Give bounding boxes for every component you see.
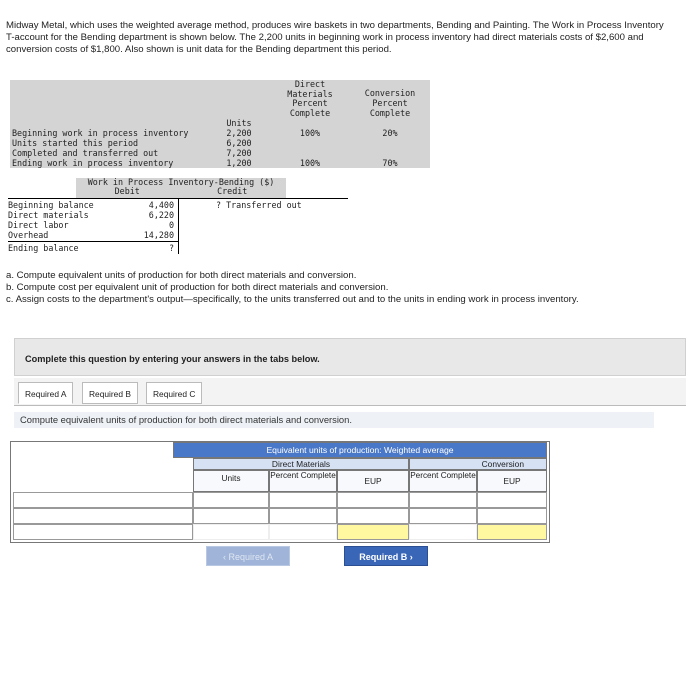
total-conv-eup-input[interactable]	[477, 524, 547, 540]
problem-intro: Midway Metal, which uses the weighted average method, produces wire baskets in two departments, Bending and Painting. The Work in Process Inventory T-account for the Bending department is shown below. The 2,200 units in beginning work in process inventory had direct materials costs of $2,600 and conversion costs of $1,800. Also shown is unit data for the Bending department this period.	[6, 20, 664, 55]
row-label: Units started this period	[10, 138, 208, 148]
credit-label: Credit	[217, 186, 248, 196]
prev-button[interactable]: ‹ Required A	[206, 546, 290, 566]
question-c: c. Assign costs to the department's output—specifically, to the units transferred out and to the units in ending work in process inventory.	[6, 294, 579, 305]
row-label: Ending work in process inventory	[10, 158, 208, 168]
instruction-banner: Complete this question by entering your answers in the tabs below.	[14, 338, 686, 376]
conv-group-header: Conversion	[409, 458, 547, 470]
dm-eup-header: EUP	[337, 470, 409, 492]
units-value: Units 2,200	[208, 118, 270, 138]
debit-label: Debit	[114, 186, 140, 196]
conv-pct-input[interactable]	[409, 492, 477, 508]
dm-header: Direct Materials Percent Complete	[270, 80, 350, 118]
next-button[interactable]: Required B ›	[344, 546, 428, 566]
units-header: Units	[193, 470, 269, 492]
conv-pct: 20%	[350, 118, 430, 138]
eu-table	[10, 441, 550, 543]
questions-list	[6, 270, 686, 306]
t-row: Direct labor 0	[8, 220, 174, 230]
total-label-input[interactable]	[13, 524, 193, 540]
units-value: 1,200	[208, 158, 270, 168]
dm-eup-input[interactable]	[337, 492, 409, 508]
eu-table-title: Equivalent units of production: Weighted average	[173, 442, 547, 458]
tab-required-c[interactable]: Required C	[146, 382, 202, 404]
t-account-sum-line	[8, 241, 178, 242]
dm-group-header: Direct Materials	[193, 458, 409, 470]
dm-pct: 100%	[270, 118, 350, 138]
tab-required-a[interactable]: Required A	[18, 382, 73, 404]
total-dm-pct-cell	[269, 524, 337, 540]
units-input[interactable]	[193, 492, 269, 508]
question-a: a. Compute equivalent units of production for both direct materials and conversion.	[6, 270, 357, 281]
conv-eup-header: EUP	[477, 470, 547, 492]
credit-entry: ? Transferred out	[216, 200, 302, 210]
dm-eup-input[interactable]	[337, 508, 409, 524]
task-prompt: Compute equivalent units of production for both direct materials and conversion.	[14, 412, 654, 428]
t-account-divider	[178, 198, 179, 254]
question-b: b. Compute cost per equivalent unit of production for both direct materials and conversion.	[6, 282, 389, 293]
units-input[interactable]	[193, 508, 269, 524]
conv-pct: 70%	[350, 158, 430, 168]
dm-pct: 100%	[270, 158, 350, 168]
t-row: Direct materials 6,220	[8, 210, 174, 220]
conv-eup-input[interactable]	[477, 492, 547, 508]
t-account-title: Work in Process Inventory-Bending ($) Debit Credit	[76, 178, 286, 198]
units-value: 7,200	[208, 148, 270, 158]
unit-data-table	[10, 80, 430, 168]
dm-pct-header: Percent Complete	[269, 470, 337, 492]
row-label: Beginning work in process inventory	[10, 118, 208, 138]
tab-bar	[14, 378, 686, 406]
chevron-left-icon: ‹	[222, 552, 229, 562]
t-row: Beginning balance 4,400	[8, 200, 174, 210]
dm-pct-input[interactable]	[269, 492, 337, 508]
ending-balance-row: Ending balance ?	[8, 243, 174, 253]
units-value: 6,200	[208, 138, 270, 148]
conv-eup-input[interactable]	[477, 508, 547, 524]
row-label-input[interactable]	[13, 492, 193, 508]
conv-pct-input[interactable]	[409, 508, 477, 524]
conv-pct-header: Percent Complete	[409, 470, 477, 492]
tab-required-b[interactable]: Required B	[82, 382, 138, 404]
row-label: Completed and transferred out	[10, 148, 208, 158]
conv-header: Conversion Percent Complete	[350, 80, 430, 118]
t-row: Overhead 14,280	[8, 230, 174, 240]
chevron-right-icon: ›	[407, 552, 413, 562]
dm-pct-input[interactable]	[269, 508, 337, 524]
row-label-input[interactable]	[13, 508, 193, 524]
total-conv-pct-cell	[409, 524, 477, 540]
total-dm-eup-input[interactable]	[337, 524, 409, 540]
total-units-cell	[193, 524, 269, 540]
